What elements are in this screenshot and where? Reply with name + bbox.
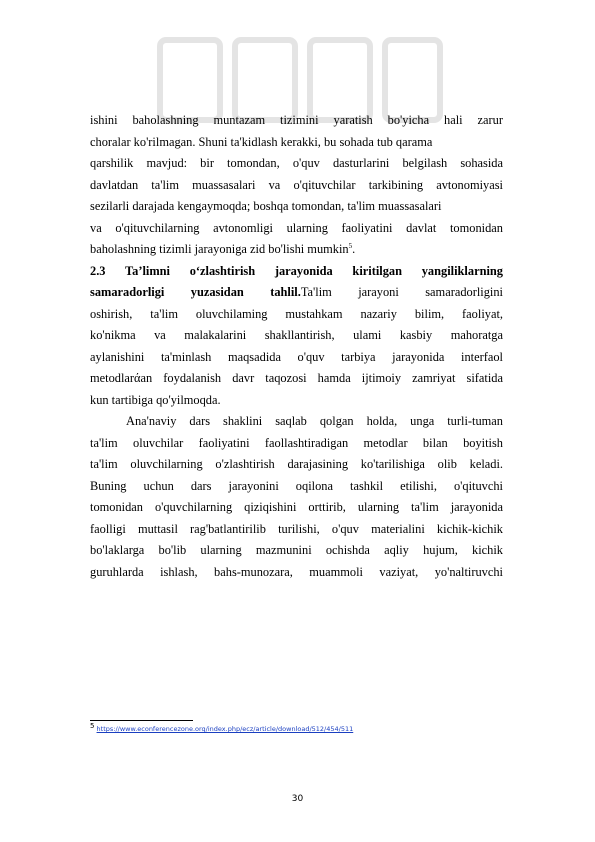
section-heading: 2.3 Ta’limni o‘zlashtirish jarayonida kiritilgan yangiliklarning	[90, 263, 503, 278]
body-text	[90, 110, 503, 583]
footnote-divider	[90, 720, 193, 721]
paragraph-line: guruhlarda ishlash, bahs-munozara, muammoli vaziyat, yo'naltiruvchi	[90, 564, 503, 579]
paragraph-line: ta'lim oluvchilar faoliyatini faollashtiradigan metodlar bilan boyitish	[90, 435, 503, 450]
paragraph-line: ta'lim oluvchilarning o'zlashtirish darajasining ko'tarilishiga olib keladi.	[90, 457, 503, 471]
page-number: 30	[291, 794, 304, 804]
paragraph-line: Ana'naviy dars shaklini saqlab qolgan holda, unga turli-tuman	[126, 414, 503, 428]
paragraph-line: davlatdan ta'lim muassasalari va o'qituvchilar tarkibining avtonomiyasi	[90, 177, 503, 192]
footnote-link[interactable]: https://www.econferencezone.org/index.php/ecz/article/download/512/454/511	[96, 725, 354, 733]
paragraph-line-last: baholashning tizimli jarayoniga zid bo'lishi mumkin$^5$.	[90, 241, 356, 256]
footnote-number: 5	[90, 721, 95, 730]
paragraph-line: qarshilik mavjud: bir tomondan, o'quv dasturlarini belgilash sohasida	[90, 156, 503, 170]
paragraph-line: tomonidan o'quvchilarning qiziqishini orttirib, ularning ta'lim jarayonida	[90, 500, 503, 514]
paragraph-line: va o'qituvchilarning avtonomligi ularning faoliyatini davlat tomonidan	[90, 220, 503, 235]
paragraph-line: ishini baholashning muntazam tizimini yaratish bo'yicha hali zarur	[90, 113, 503, 127]
paragraph-line: choralar ko'rilmagan. Shuni ta'kidlash kerakki, bu sohada tub qarama	[90, 134, 433, 149]
section-text: Ta'lim jarayoni samaradorligini	[300, 285, 503, 299]
paragraph-line: aylanishini ta'minlash maqsadida o'quv tarbiya jarayonida interfaol	[90, 349, 503, 364]
section-heading-continuation	[90, 282, 503, 304]
paragraph-line: sezilarli darajada kengaymoqda; boshqa tomondan, ta'lim muassasalari	[90, 199, 442, 213]
footnote	[90, 721, 354, 733]
paragraph-line: metodlarάan foydalanish davr taqozosi hamda ijtimoiy zamriyat sifatida	[90, 371, 503, 385]
paragraph-line: bo'laklarga bo'lib ularning mazmunini ochishda aqliy hujum, kichik	[90, 543, 503, 557]
paragraph-line: Buning uchun dars jarayonini oqilona tashkil etilishi, o'qituvchi	[90, 478, 503, 493]
footnote-marker[interactable]: 5	[348, 241, 353, 250]
paragraph-text: baholashning tizimli jarayoniga zid bo'lishi mumkin	[90, 242, 349, 256]
paragraph-line: kun tartibiga qo'yilmoqda.	[90, 392, 221, 407]
paragraph-line: ko'nikma va malakalarini shakllantirish, ulami kasbiy mahoratga	[90, 328, 503, 342]
section-heading-bold: samaradorligi yuzasidan tahlil.	[90, 285, 301, 299]
paragraph-line: faolligi muttasil rag'batlantirilib turilishi, o'quv materialini kichik-kichik	[90, 521, 503, 536]
paragraph-line: oshirish, ta'lim oluvchilaming mustahkam nazariy bilim, faoliyat,	[90, 306, 503, 321]
